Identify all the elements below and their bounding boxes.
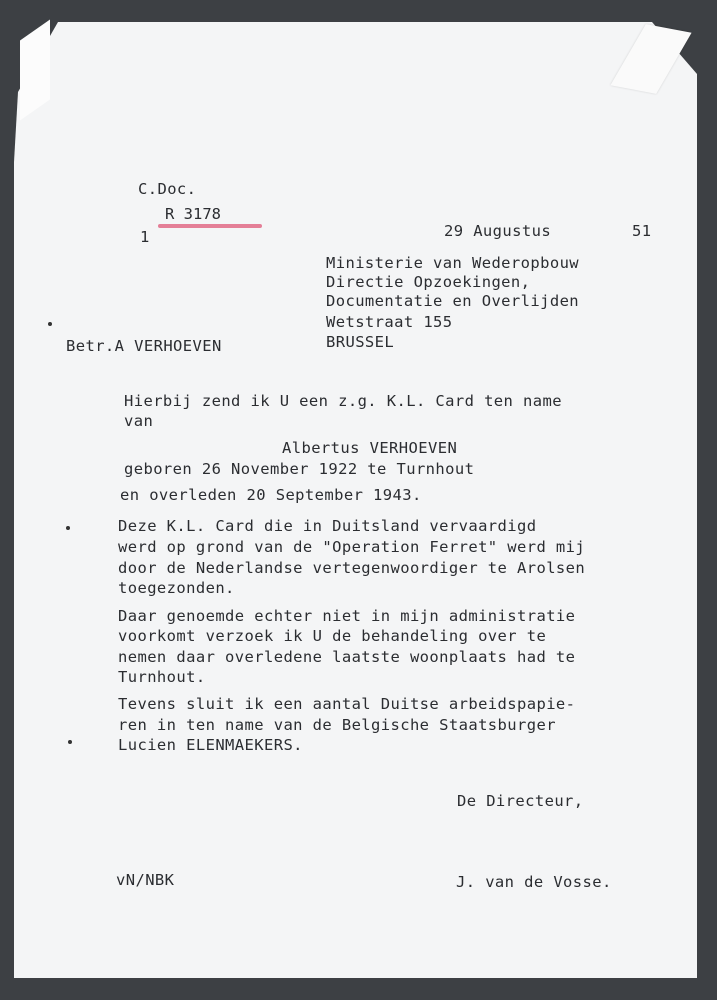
addressee-line-4: Wetstraat 155 (326, 313, 453, 331)
typist-initials: vN/NBK (116, 871, 175, 889)
body-p4-line-3: Lucien ELENMAEKERS. (118, 736, 303, 754)
body-p3-line-2: voorkomt verzoek ik U de behandeling over te (118, 627, 547, 645)
letter-year: 51 (632, 222, 652, 240)
body-p2-line-1: Deze K.L. Card die in Duitsland vervaardigd (118, 517, 537, 535)
pink-underline (158, 224, 262, 228)
body-p4-line-2: ren in ten name van de Belgische Staatsburger (118, 716, 556, 734)
margin-mark (68, 740, 72, 744)
addressee-line-2: Directie Opzoekingen, (326, 273, 531, 291)
addressee-line-1: Ministerie van Wederopbouw (326, 254, 580, 272)
body-p1-line-2: van (124, 412, 154, 430)
body-p1-line-1: Hierbij zend ik U een z.g. K.L. Card ten name (124, 392, 562, 410)
closing-title: De Directeur, (457, 792, 584, 810)
margin-mark (48, 322, 52, 326)
signature-name: J. van de Vosse. (456, 873, 612, 891)
death-line: en overleden 20 September 1943. (120, 486, 422, 504)
body-p3-line-3: nemen daar overledene laatste woonplaats had te (118, 648, 576, 666)
body-p4-line-1: Tevens sluit ik een aantal Duitse arbeidspapie- (118, 695, 576, 713)
body-p2-line-3: door de Nederlandse vertegenwoordiger te Arolsen (118, 559, 586, 577)
body-p3-line-1: Daar genoemde echter niet in mijn administratie (118, 607, 576, 625)
body-p2-line-4: toegezonden. (118, 579, 235, 597)
number-one: 1 (140, 228, 150, 246)
person-name: Albertus VERHOEVEN (282, 439, 458, 457)
subject-line: Betr.A VERHOEVEN (66, 337, 222, 355)
reference-number: R 3178 (165, 205, 221, 223)
birth-line: geboren 26 November 1922 te Turnhout (124, 460, 475, 478)
addressee-line-3: Documentatie en Overlijden (326, 292, 580, 310)
c-doc-label: C.Doc. (138, 180, 197, 198)
letter-date: 29 Augustus (444, 222, 552, 240)
margin-mark (66, 526, 70, 530)
body-p2-line-2: werd op grond van de "Operation Ferret" werd mij (118, 538, 586, 556)
body-p3-line-4: Turnhout. (118, 668, 206, 686)
addressee-line-5: BRUSSEL (326, 333, 395, 351)
